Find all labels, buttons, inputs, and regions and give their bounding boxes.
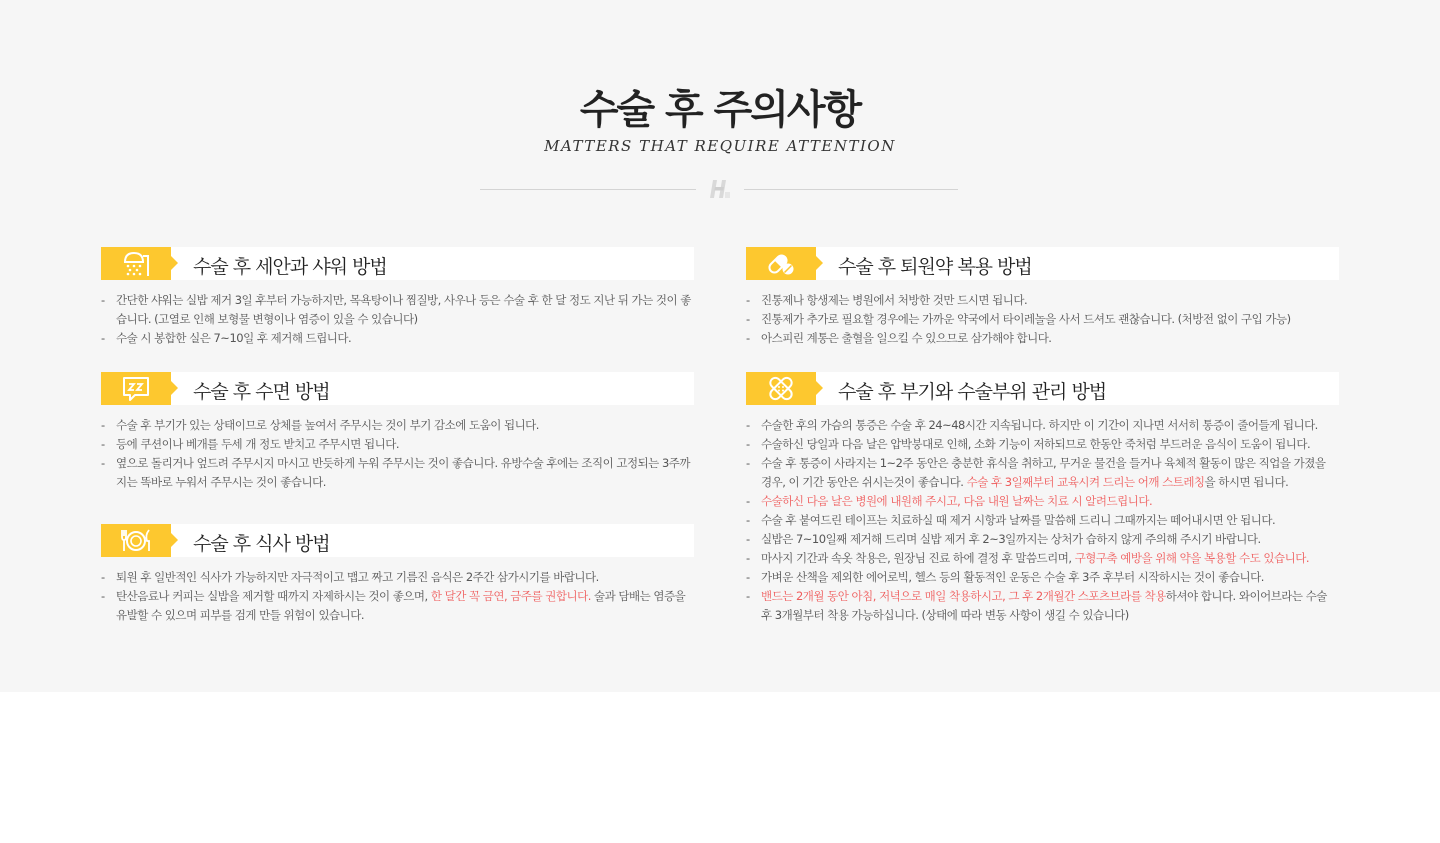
list-item	[746, 416, 1339, 435]
section-header	[746, 247, 1339, 280]
list-item	[746, 511, 1339, 530]
item-text: 수술 시 봉합한 실은 7~10일 후 제거해 드립니다.	[116, 331, 352, 345]
section-meal	[101, 524, 694, 625]
divider-left	[480, 189, 696, 190]
section-list	[746, 291, 1339, 348]
list-item	[746, 587, 1339, 625]
item-text: 퇴원 후 일반적인 식사가 가능하지만 자극적이고 맵고 짜고 기름진 음식은 2주간 삼가시기를 바랍니다.	[116, 570, 599, 584]
list-item	[746, 568, 1339, 587]
section-icon-box	[101, 372, 171, 405]
item-text: 가벼운 산책을 제외한 에어로빅, 헬스 등의 활동적인 운동은 수술 후 3주 후부터 시작하시는 것이 좋습니다.	[761, 570, 1264, 584]
list-item	[746, 329, 1339, 348]
pill-icon	[766, 250, 796, 277]
list-item	[746, 291, 1339, 310]
section-icon-box	[746, 372, 816, 405]
item-text: 하셔야 합니다. 와이어브라는 수술 후 3개월부터 착용 가능하십니다. (상태에 따라 변동 사항이 생길 수 있습니다)	[761, 589, 1327, 622]
list-item	[101, 435, 694, 454]
section-title: 수술 후 부기와 수술부위 관리 방법	[838, 381, 1107, 403]
item-text: 수술하신 당일과 다음 날은 압박붕대로 인해, 소화 기능이 저하되므로 한동안 죽처럼 부드러운 음식이 도움이 됩니다.	[761, 437, 1311, 451]
bandage-icon	[766, 375, 796, 402]
section-title: 수술 후 세안과 샤워 방법	[193, 256, 387, 278]
highlight-text: 한 달간 꼭 금연, 금주를 권합니다.	[430, 589, 591, 603]
section-icon-box	[101, 247, 171, 280]
section-sleep	[101, 372, 694, 492]
section-list	[101, 416, 694, 492]
section-header	[101, 247, 694, 280]
page-subtitle: MATTERS THAT REQUIRE ATTENTION	[544, 137, 896, 155]
item-text: 수술한 후의 가슴의 통증은 수술 후 24~48시간 지속됩니다. 하지만 이 기간이 지나면 서서히 통증이 줄어들게 됩니다.	[761, 418, 1318, 432]
highlight-text: 수술 후 3일째부터 교육시켜 드리는 어깨 스트레칭	[966, 475, 1205, 489]
item-text: 수술 후 통증이 사라지는 1~2주 동안은 충분한 휴식을 취하고, 무거운 물건을 들거나 육체적 활동이 많은 직업을 가졌을 경우, 이 기간 동안은 쉬시는것이 좋습니다.	[761, 456, 1326, 489]
highlight-text: 밴드는 2개월 동안 아침, 저녁으로 매일 착용하시고, 그 후 2개월간 스포츠브라를 착용	[761, 589, 1166, 603]
list-item	[746, 435, 1339, 454]
list-item	[101, 329, 694, 348]
list-item	[101, 416, 694, 435]
section-icon-box	[746, 247, 816, 280]
item-text: 진통제나 항생제는 병원에서 처방한 것만 드시면 됩니다.	[761, 293, 1028, 307]
item-text: 술과 담배는 염증을 유발할 수 있으며 피부를 검게 만들 위험이 있습니다.	[116, 589, 686, 622]
list-item	[101, 454, 694, 492]
section-title: 수술 후 수면 방법	[193, 381, 330, 403]
sleep-icon	[121, 375, 151, 402]
section-title: 수술 후 식사 방법	[193, 533, 330, 555]
section-list	[101, 568, 694, 625]
section-header	[101, 524, 694, 557]
section-list	[101, 291, 694, 348]
section-header	[101, 372, 694, 405]
item-text: 간단한 샤워는 실밥 제거 3일 후부터 가능하지만, 목욕탕이나 찜질방, 사우나 등은 수술 후 한 달 정도 지난 뒤 가는 것이 좋습니다. (고열로 인해 보형물 변형이나 염증이 있을 수 있습니다)	[116, 293, 691, 326]
section-title: 수술 후 퇴원약 복용 방법	[838, 256, 1032, 278]
list-item	[101, 291, 694, 329]
meal-icon	[119, 527, 153, 554]
list-item	[746, 492, 1339, 511]
highlight-text: 수술하신 다음 날은 병원에 내원해 주시고, 다음 내원 날짜는 치료 시 알려드립니다.	[761, 494, 1153, 508]
list-item	[746, 454, 1339, 492]
highlight-text: 구형구축 예방을 위해 약을 복용할 수도 있습니다.	[1074, 551, 1309, 565]
item-text: 마사지 기간과 속옷 착용은, 원장님 진료 하에 결정 후 말씀드리며,	[761, 551, 1075, 565]
list-item	[101, 568, 694, 587]
section-medication	[746, 247, 1339, 348]
item-text: 옆으로 돌리거나 엎드려 주무시지 마시고 반듯하게 누워 주무시는 것이 좋습니다. 유방수술 후에는 조직이 고정되는 3주까지는 똑바로 누워서 주무시는 것이 좋습니다.	[116, 456, 690, 489]
list-item	[746, 530, 1339, 549]
shower-icon	[121, 250, 151, 277]
list-item	[746, 549, 1339, 568]
section-wash-shower	[101, 247, 694, 348]
item-text: 수술 후 붙여드린 테이프는 치료하실 때 제거 시항과 날짜를 말씀해 드리니 그때까지는 떼어내시면 안 됩니다.	[761, 513, 1276, 527]
section-swelling-care	[746, 372, 1339, 625]
list-item	[101, 587, 694, 625]
section-icon-box	[101, 524, 171, 557]
item-text: 아스피린 계통은 출혈을 일으킬 수 있으므로 삼가해야 합니다.	[761, 331, 1052, 345]
page-title: 수술 후 주의사항	[579, 87, 861, 133]
list-item	[746, 310, 1339, 329]
hospital-logo-icon	[708, 178, 732, 200]
item-text: 등에 쿠션이나 베개를 두세 개 정도 받치고 주무시면 됩니다.	[116, 437, 400, 451]
item-text: 진통제가 추가로 필요할 경우에는 가까운 약국에서 타이레놀을 사서 드셔도 괜찮습니다. (처방전 없이 구입 가능)	[761, 312, 1291, 326]
section-header	[746, 372, 1339, 405]
section-list	[746, 416, 1339, 625]
divider-right	[744, 189, 958, 190]
item-text: 실밥은 7~10일째 제거해 드리며 실밥 제거 후 2~3일까지는 상처가 습하지 않게 주의해 주시기 바랍니다.	[761, 532, 1261, 546]
item-text: 수술 후 부기가 있는 상태이므로 상체를 높여서 주무시는 것이 부기 감소에 도움이 됩니다.	[116, 418, 539, 432]
item-text: 을 하시면 됩니다.	[1204, 475, 1289, 489]
item-text: 탄산음료나 커피는 실밥을 제거할 때까지 자제하시는 것이 좋으며,	[116, 589, 431, 603]
